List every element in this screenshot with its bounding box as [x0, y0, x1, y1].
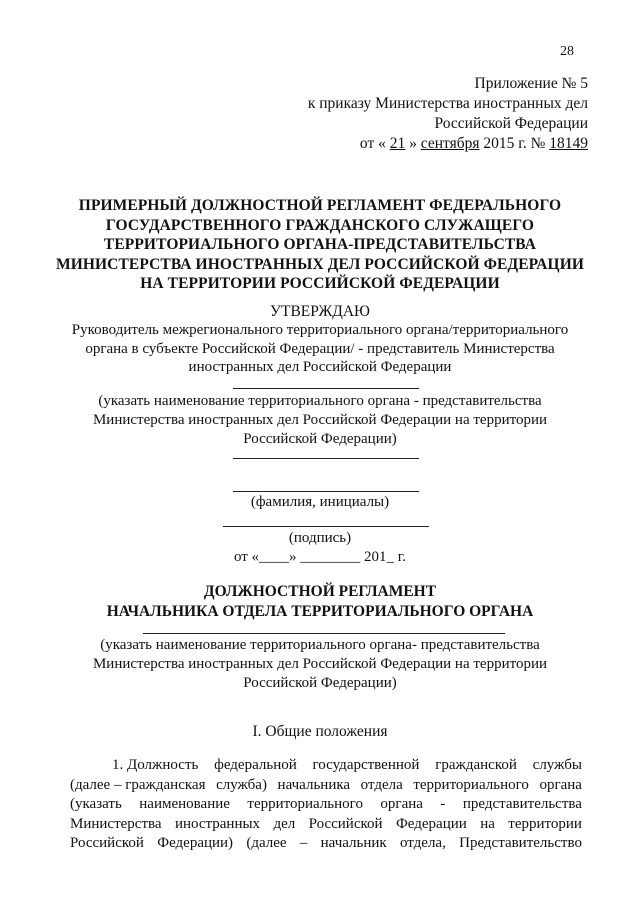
note-line: Российской Федерации): [243, 431, 397, 447]
word: территории: [508, 815, 582, 832]
paragraph-line: [70, 776, 582, 796]
title-line: МИНИСТЕРСТВА ИНОСТРАННЫХ ДЕЛ РОССИЙСКОЙ ФЕДЕРАЦИИ: [55, 255, 585, 273]
note-organ-name: [40, 392, 600, 449]
reg-title-line: НАЧАЛЬНИКА ОТДЕЛА ТЕРРИТОРИАЛЬНОГО ОРГАНА: [106, 603, 534, 620]
reg-title-line: ДОЛЖНОСТНОЙ РЕГЛАМЕНТ: [203, 583, 437, 600]
title-line: ТЕРРИТОРИАЛЬНОГО ОРГАНА-ПРЕДСТАВИТЕЛЬСТВА: [103, 236, 537, 253]
page-number: 28: [560, 44, 574, 59]
paragraph-line: [70, 834, 582, 854]
order-number: 18149: [549, 135, 588, 152]
word: федеральной: [214, 757, 297, 773]
word: органа: [539, 776, 582, 793]
word: отдела: [360, 776, 403, 793]
title-line: ГОСУДАРСТВЕННОГО ГРАЖДАНСКОГО СЛУЖАЩЕГО: [105, 216, 535, 234]
word: Российской: [70, 835, 144, 851]
word: службы: [532, 757, 582, 773]
appendix-line: к приказу Министерства иностранных дел: [307, 95, 588, 112]
note-organ-name-2: [40, 636, 600, 693]
word: Представительство: [459, 835, 582, 851]
title-line: НА ТЕРРИТОРИИ РОССИЙСКОЙ ФЕДЕРАЦИИ: [140, 275, 500, 292]
word: территориального: [247, 796, 363, 812]
word: (далее – гражданская: [70, 776, 206, 793]
approver-block: [40, 321, 600, 377]
word: 1. Должность: [112, 757, 199, 773]
note-line: Российской Федерации): [243, 675, 397, 691]
word: на: [480, 815, 495, 832]
word: гражданской: [435, 757, 517, 773]
word: органа: [380, 796, 423, 812]
appendix-line: Приложение № 5: [474, 75, 588, 92]
word: дел: [273, 815, 296, 832]
date-day: 21: [389, 135, 406, 152]
word: иностранных: [174, 815, 261, 832]
note-line: Министерства иностранных дел Российской Федерации на территории: [92, 656, 548, 672]
appendix-date-line: [208, 134, 588, 154]
date-mid: »: [409, 135, 417, 152]
date-month: сентября: [420, 135, 480, 152]
word: -: [440, 796, 446, 812]
word: территориального: [413, 776, 529, 793]
word: государственной: [312, 757, 420, 773]
word: Федерации: [395, 815, 467, 832]
word: представительства: [462, 796, 582, 812]
word: Федерации): [157, 835, 234, 851]
blank-line: [233, 458, 419, 459]
approver-line: иностранных дел Российской Федерации: [188, 359, 452, 375]
word: отдела,: [400, 835, 446, 851]
word: служба): [216, 776, 267, 793]
blank-line: [233, 388, 419, 389]
date-prefix: от «: [359, 135, 386, 152]
blank-line: [143, 633, 505, 634]
document-title: [40, 196, 600, 294]
body-paragraph: [70, 756, 582, 854]
word: Министерства: [70, 815, 162, 832]
appendix-header: [208, 74, 588, 154]
note-signature: (подпись): [288, 530, 352, 546]
word: начальника: [277, 776, 351, 793]
note-line: (указать наименование территориального органа - представительства: [98, 393, 542, 409]
word: Российской: [308, 815, 383, 832]
note-name: (фамилия, инициалы): [250, 494, 390, 510]
approve-label: УТВЕРЖДАЮ: [270, 303, 370, 320]
approver-line: Руководитель межрегионального территориального органа/территориального: [71, 322, 569, 338]
section-heading: I. Общие положения: [252, 723, 388, 740]
paragraph-line: [70, 756, 582, 776]
note-line: (указать наименование территориального органа- представительства: [100, 637, 540, 653]
word: (далее: [246, 835, 287, 851]
approver-line: органа в субъекте Российской Федерации/ - представитель Министерства: [85, 340, 555, 357]
word: наименование: [139, 796, 230, 812]
regulation-title: [40, 582, 600, 622]
word: –: [299, 835, 308, 851]
appendix-line: Российской Федерации: [434, 115, 588, 132]
word: начальник: [320, 835, 387, 851]
blank-line: [223, 526, 429, 527]
paragraph-line: [70, 795, 582, 815]
title-line: ПРИМЕРНЫЙ ДОЛЖНОСТНОЙ РЕГЛАМЕНТ ФЕДЕРАЛЬНОГО: [78, 197, 562, 214]
word: (указать: [70, 796, 122, 812]
note-line: Министерства иностранных дел Российской Федерации на территории: [92, 412, 548, 428]
date-row: от «____» ________ 201_ г.: [233, 549, 407, 565]
paragraph-line: [70, 815, 582, 835]
blank-line: [233, 491, 419, 492]
date-year-no: 2015 г. №: [483, 135, 546, 152]
